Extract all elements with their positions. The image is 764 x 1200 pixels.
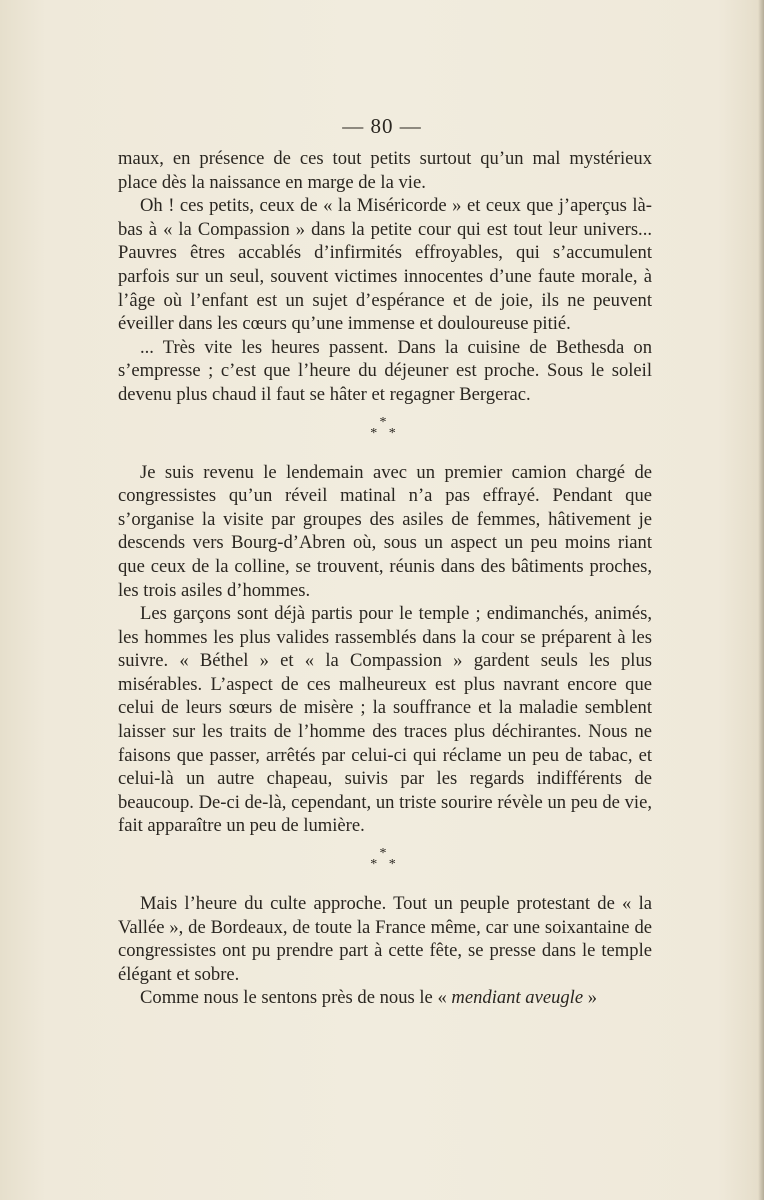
paragraph [118, 986, 652, 1010]
paragraph: Mais l’heure du culte approche. Tout un peuple protestant de « la Vallée », de Bordeaux, de toute la France même, car une soixantaine de congressistes ont pu prendre part à cette fête, se presse dans le temple élégant et sobre. [118, 893, 652, 985]
section-separator [118, 414, 652, 441]
paragraph: Je suis revenu le lendemain avec un premier camion chargé de congressistes qu’un réveil matinal n’a pas effrayé. Pendant que s’organise la visite par groupes des asiles de femmes, hâtivement je descends vers Bourg-d’Abren où, sous un aspect un peu moins riant que ceux de la colline, se trouvent, réunis dans des bâtiments proches, les trois asiles d’hommes. [118, 461, 652, 601]
paragraph-text-end: » [583, 987, 598, 1009]
asterism-bottom: * * [370, 425, 400, 441]
paragraph: Les garçons sont déjà partis pour le temple ; endimanchés, animés, les hommes les plus valides rassemblés dans la cour se préparent à les suivre. « Béthel » et « la Compassion » gardent seuls les plus misérables. L’aspect de ces malheureux est plus navrant encore que celui de leurs sœurs de misère ; la souffrance et la maladie semblent laisser sur les traits de l’homme des traces plus déchirantes. Nous ne faisons que passer, arrêtés par celui-ci qui réclame un peu de tabac, et celui-là un autre chapeau, suivis par les regards indifférents de beaucoup. De-ci de-là, cependant, un triste sourire révèle un peu de vie, fait apparaître un peu de lumière. [118, 603, 652, 837]
italic-phrase: mendiant aveugle [451, 987, 584, 1009]
asterism-top: * [379, 414, 391, 430]
section-separator [118, 846, 652, 873]
body-text [118, 147, 652, 1010]
page-number: — 80 — [342, 114, 422, 138]
asterism-top: * [379, 846, 391, 862]
paragraph: Oh ! ces petits, ceux de « la Miséricorde » et ceux que j’aperçus là-bas à « la Compassion » dans la petite cour qui est tout leur univers... Pauvres êtres accablés d’infirmités effroyables, qui s’accumulent parfois sur un seul, souvent victimes innocentes d’une faute morale, à l’âge où l’enfant est un sujet d’espérance et de joie, ils ne peuvent éveiller dans les cœurs qu’une immense et douloureuse pitié. [118, 195, 652, 335]
paragraph: maux, en présence de ces tout petits surtout qu’un mal mystérieux place dès la naissance en marge de la vie. [118, 148, 652, 193]
paragraph: ... Très vite les heures passent. Dans la cuisine de Bethesda on s’empresse ; c’est que l’heure du déjeuner est proche. Sous le soleil devenu plus chaud il faut se hâter et regagner Bergerac. [118, 336, 652, 405]
paragraph-text: Comme nous le sentons près de nous le « [140, 987, 452, 1009]
asterism-bottom: * * [370, 857, 400, 873]
page-edge-shadow [758, 0, 764, 1200]
